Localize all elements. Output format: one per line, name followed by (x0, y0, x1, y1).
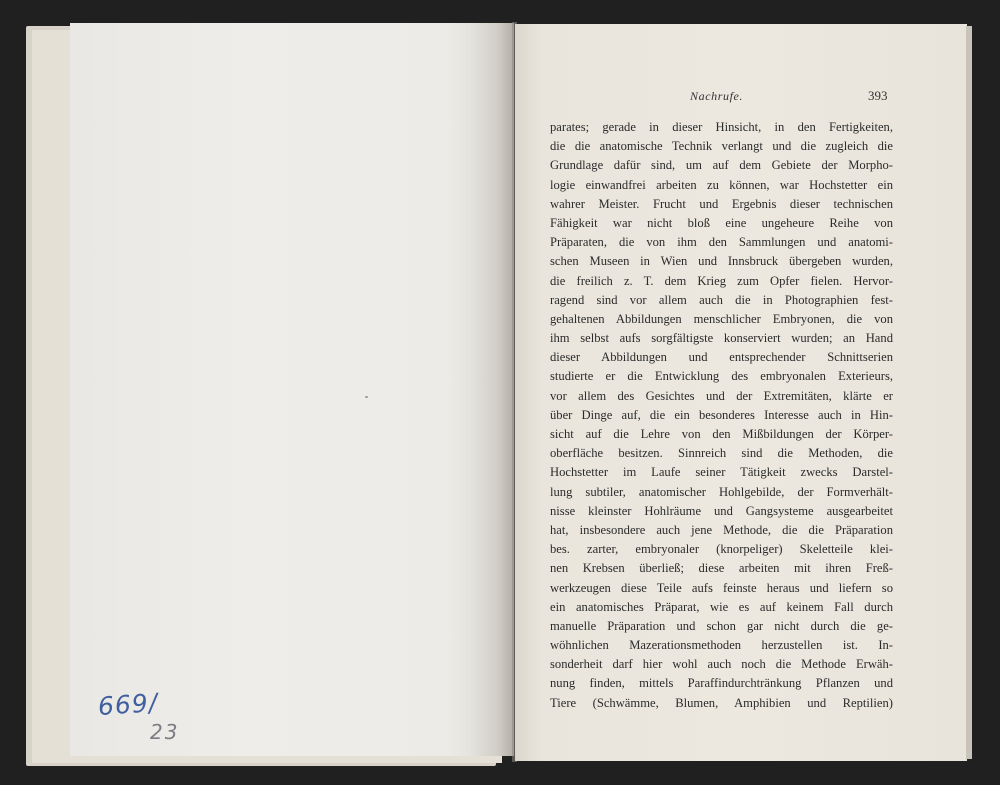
text-line: hat, insbesondere auch jene Methode, die die Präparation (550, 522, 893, 537)
text-line: sicht auf die Lehre von den Mißbildungen der Körper- (550, 427, 893, 441)
text-line: studierte er die Entwicklung des embryonalen Exterieurs, (550, 369, 893, 384)
page-number: 393 (868, 88, 888, 103)
text-line: Fähigkeit war nicht bloß eine ungeheure Reihe von (550, 215, 893, 230)
text-line: parates; gerade in dieser Hinsicht, in den Fertigkeiten, (550, 120, 893, 134)
text-line: schen Museen in Wien und Innsbruck übergeben wurden, (550, 254, 893, 269)
text-line: sonderheit darf hier wohl auch noch die Methode Erwäh- (550, 657, 893, 672)
pencil-catalog-number: 23 (150, 720, 180, 744)
text-line: nung finden, mittels Paraffindurchtränkung Pflanzen und (550, 676, 893, 691)
text-line: oberfläche besitzen. Sinnreich sind die Methoden, die (550, 446, 893, 461)
text-line: die freilich z. T. dem Krieg zum Opfer fielen. Hervor- (550, 273, 893, 288)
text-line: dieser Abbildungen und entsprechender Schnittserien (550, 350, 893, 365)
text-line: manuelle Präparation und schon gar nicht durch die ge- (550, 618, 893, 633)
text-line: die die anatomische Technik verlangt und die zugleich die (550, 139, 893, 154)
text-line: Tiere (Schwämme, Blumen, Amphibien und Reptilien) (550, 695, 893, 710)
text-line: Präparaten, die von ihm den Sammlungen und anatomi- (550, 235, 893, 250)
text-line: wöhnlichen Mazerationsmethoden herzustellen ist. In- (550, 638, 893, 653)
text-line: ein anatomisches Präparat, wie es auf keinem Fall durch (550, 599, 893, 614)
body-text (550, 118, 893, 713)
text-line: gehaltenen Abbildungen menschlicher Embryonen, die von (550, 311, 893, 326)
handwritten-catalog-number: 669/ (97, 687, 160, 722)
text-line: werkzeugen diese Teile aufs feinste heraus und liefern so (550, 580, 893, 595)
text-line: nen Krebsen überließ; diese arbeiten mit ihren Freß- (550, 561, 893, 576)
running-header: Nachrufe. (690, 89, 744, 103)
text-line: wahrer Meister. Frucht und Ergebnis dieser technischen (550, 196, 893, 211)
text-line: ihm selbst aufs sorgfältigste konserviert wurden; an Hand (550, 331, 893, 346)
text-line: über Dinge auf, die ein besonderes Interesse auch in Hin- (550, 407, 893, 422)
text-line: lung subtiler, anatomischer Hohlgebilde, der Formverhält- (550, 484, 893, 499)
right-page-edge (966, 26, 972, 759)
text-line: bes. zarter, embryonaler (knorpeliger) Skeletteile klei- (550, 542, 893, 557)
left-page-blank (70, 23, 514, 756)
paper-speck (365, 396, 368, 398)
left-page-fold-shadow (470, 23, 516, 756)
text-line: ragend sind vor allem auch die in Photographien fest- (550, 292, 893, 307)
text-line: Hochstetter im Laufe seiner Tätigkeit zwecks Darstel- (550, 465, 893, 480)
text-line: vor allem des Gesichtes und der Extremitäten, klärte er (550, 388, 893, 403)
text-line: nisse kleinster Hohlräume und Gangsysteme ausgearbeitet (550, 503, 893, 518)
text-line: logie einwandfrei arbeiten zu können, war Hochstetter ein (550, 177, 893, 192)
text-line: Grundlage dafür sind, um auf dem Gebiete der Morpho- (550, 158, 893, 173)
